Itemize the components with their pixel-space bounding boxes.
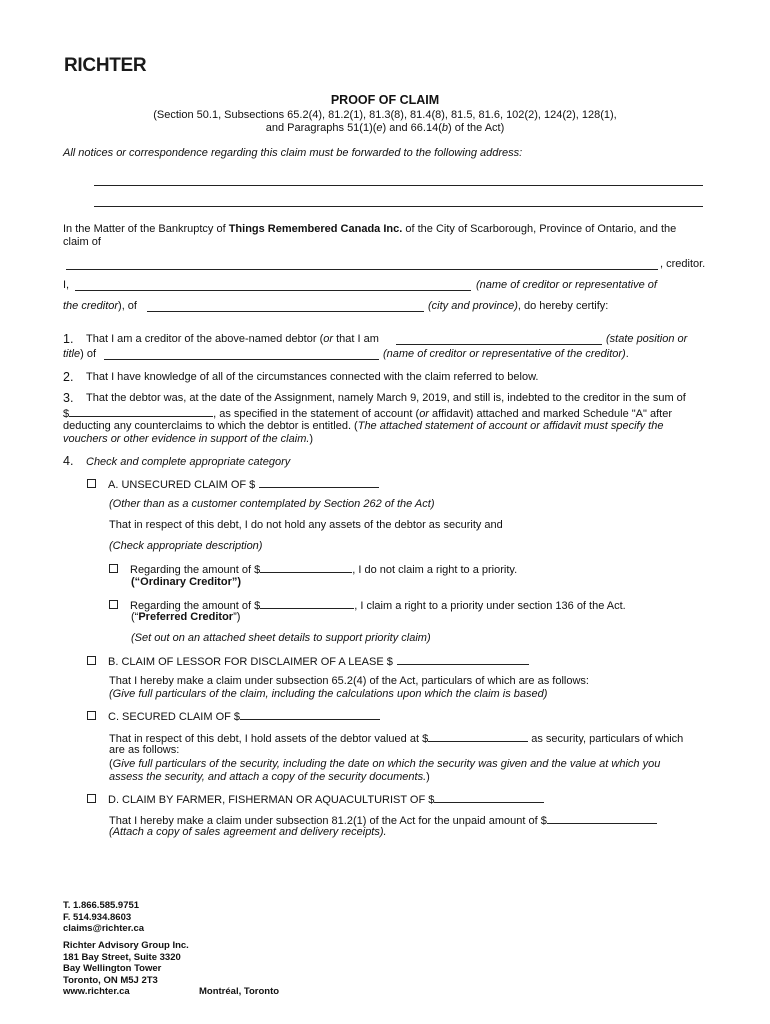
secured-amount-field[interactable] xyxy=(240,709,380,720)
section-b-checkbox[interactable] xyxy=(87,656,96,665)
item-4-number: 4. xyxy=(63,454,74,468)
section-b-line-1: That I hereby make a claim under subsection 65.2(4) of the Act, particulars of which are as follows: xyxy=(109,675,589,687)
name-label: (name of creditor or representative of xyxy=(476,279,657,291)
item-3-line-1: That the debtor was, at the date of the Assignment, namely March 9, 2019, and still is, indebted to the creditor in the sum of xyxy=(86,392,686,404)
item-4-text: Check and complete appropriate category xyxy=(86,456,291,468)
item-1-text: That I am a creditor of the above-named debtor (or that I am xyxy=(86,333,379,345)
footer-street: 181 Bay Street, Suite 3320 xyxy=(63,951,181,963)
item-3-line-3: deducting any counterclaims to which the debtor is entitled. (The attached statement of account or affidavit must specify the xyxy=(63,420,664,432)
secured-value-field[interactable] xyxy=(428,731,528,742)
footer-city: Toronto, ON M5J 2T3 xyxy=(63,974,158,986)
item-3-line-4: vouchers or other evidence in support of the claim.) xyxy=(63,433,314,445)
section-a-checkbox[interactable] xyxy=(87,479,96,488)
item-3-line-2: $ , as specified in the statement of account (or affidavit) attached and marked Schedule "A" after xyxy=(63,408,672,420)
section-d-checkbox[interactable] xyxy=(87,794,96,803)
section-b-heading: B. CLAIM OF LESSOR FOR DISCLAIMER OF A LEASE $ xyxy=(87,654,529,668)
section-c-line-3: (Give full particulars of the security, including the date on which the security was given and the value at which you xyxy=(109,758,661,770)
footer-tower: Bay Wellington Tower xyxy=(63,963,162,974)
city-label: (city and province), do hereby certify: xyxy=(428,300,609,312)
ordinary-creditor-row: Regarding the amount of $ , I do not claim a right to a priority. xyxy=(109,562,517,576)
footer-contact xyxy=(63,900,144,935)
page-title: PROOF OF CLAIM xyxy=(330,93,440,107)
certify-line-2: the creditor), of xyxy=(63,300,137,312)
section-b-line-2: (Give full particulars of the claim, including the calculations upon which the claim is based) xyxy=(109,688,548,700)
section-a-heading: A. UNSECURED CLAIM OF $ xyxy=(87,477,379,491)
preferred-creditor-label: (“Preferred Creditor”) xyxy=(131,611,241,623)
certify-i: I, xyxy=(63,279,70,291)
footer-email[interactable]: claims@richter.ca xyxy=(63,923,145,934)
item-1-number: 1. xyxy=(63,332,74,346)
preferred-amount-field[interactable] xyxy=(260,598,354,609)
item-2-number: 2. xyxy=(63,370,74,384)
state-position-label: (state position or xyxy=(606,333,688,345)
footer-web[interactable]: www.richter.ca xyxy=(63,986,130,997)
creditor-org-field[interactable] xyxy=(104,359,379,360)
item-3-number: 3. xyxy=(63,391,74,405)
footer-address xyxy=(63,940,189,998)
item-1-line-2: title) of xyxy=(63,348,97,360)
lease-amount-field[interactable] xyxy=(397,654,529,665)
ordinary-amount-field[interactable] xyxy=(260,562,352,573)
footer-phone: T. 1.866.585.9751 xyxy=(63,900,140,911)
unpaid-amount-field[interactable] xyxy=(547,813,657,824)
ordinary-creditor-label: (“Ordinary Creditor”) xyxy=(131,576,242,588)
section-a-other-than: (Other than as a customer contemplated by Section 262 of the Act) xyxy=(109,498,435,510)
address-line-1[interactable] xyxy=(94,185,703,186)
matter-line-2: claim of xyxy=(63,236,101,248)
subtitle-line-1: (Section 50.1, Subsections 65.2(4), 81.2(1), 81.3(8), 81.4(8), 81.5, 81.6, 102(2), 124(2), 128(1), xyxy=(153,109,617,121)
section-c-checkbox[interactable] xyxy=(87,711,96,720)
preferred-creditor-row: Regarding the amount of $ , I claim a right to a priority under section 136 of the Act. xyxy=(109,598,626,612)
farmer-amount-field[interactable] xyxy=(434,792,544,803)
section-d-line-2: (Attach a copy of sales agreement and delivery receipts). xyxy=(109,826,387,838)
city-province-field[interactable] xyxy=(147,311,424,312)
section-a-check: (Check appropriate description) xyxy=(109,540,263,552)
address-line-2[interactable] xyxy=(94,206,703,207)
richter-logo: RICHTER xyxy=(64,55,147,76)
item-2-text: That I have knowledge of all of the circumstances connected with the claim referred to below. xyxy=(86,371,539,383)
section-c-line-1: That in respect of this debt, I hold assets of the debtor valued at $ as security, particulars of which xyxy=(109,733,684,745)
section-c-line-4: assess the security, and attach a copy of the security documents.) xyxy=(109,771,430,783)
matter-line-1: In the Matter of the Bankruptcy of Things Remembered Canada Inc. of the City of Scarborough, Province of Ontario, and the xyxy=(63,223,677,235)
subtitle-line-2: and Paragraphs 51(1)(e) and 66.14(b) of the Act) xyxy=(265,122,505,134)
ordinary-creditor-checkbox[interactable] xyxy=(109,564,118,573)
position-field[interactable] xyxy=(396,344,602,345)
section-d-heading: D. CLAIM BY FARMER, FISHERMAN OR AQUACULTURIST OF $ xyxy=(87,792,544,806)
creditor-name-field[interactable] xyxy=(66,269,658,270)
section-a-setout: (Set out on an attached sheet details to support priority claim) xyxy=(131,632,431,644)
claim-amount-field[interactable] xyxy=(69,406,213,417)
unsecured-amount-field[interactable] xyxy=(259,477,379,488)
section-c-heading: C. SECURED CLAIM OF $ xyxy=(87,709,380,723)
section-d-line-1: That I hereby make a claim under subsection 81.2(1) of the Act for the unpaid amount of $ xyxy=(109,813,657,827)
notice-text: All notices or correspondence regarding this claim must be forwarded to the following address: xyxy=(63,147,523,159)
item-1-name-label: (name of creditor or representative of the creditor). xyxy=(383,348,629,360)
footer-company: Richter Advisory Group Inc. xyxy=(63,940,189,951)
footer-cities: Montréal, Toronto xyxy=(199,986,280,997)
preferred-creditor-checkbox[interactable] xyxy=(109,600,118,609)
footer-fax: F. 514.934.8603 xyxy=(63,911,132,923)
representative-name-field[interactable] xyxy=(75,290,471,291)
section-a-respect: That in respect of this debt, I do not hold any assets of the debtor as security and xyxy=(109,519,503,531)
creditor-suffix: , creditor. xyxy=(660,258,706,270)
section-c-line-2: are as follows: xyxy=(109,744,180,756)
